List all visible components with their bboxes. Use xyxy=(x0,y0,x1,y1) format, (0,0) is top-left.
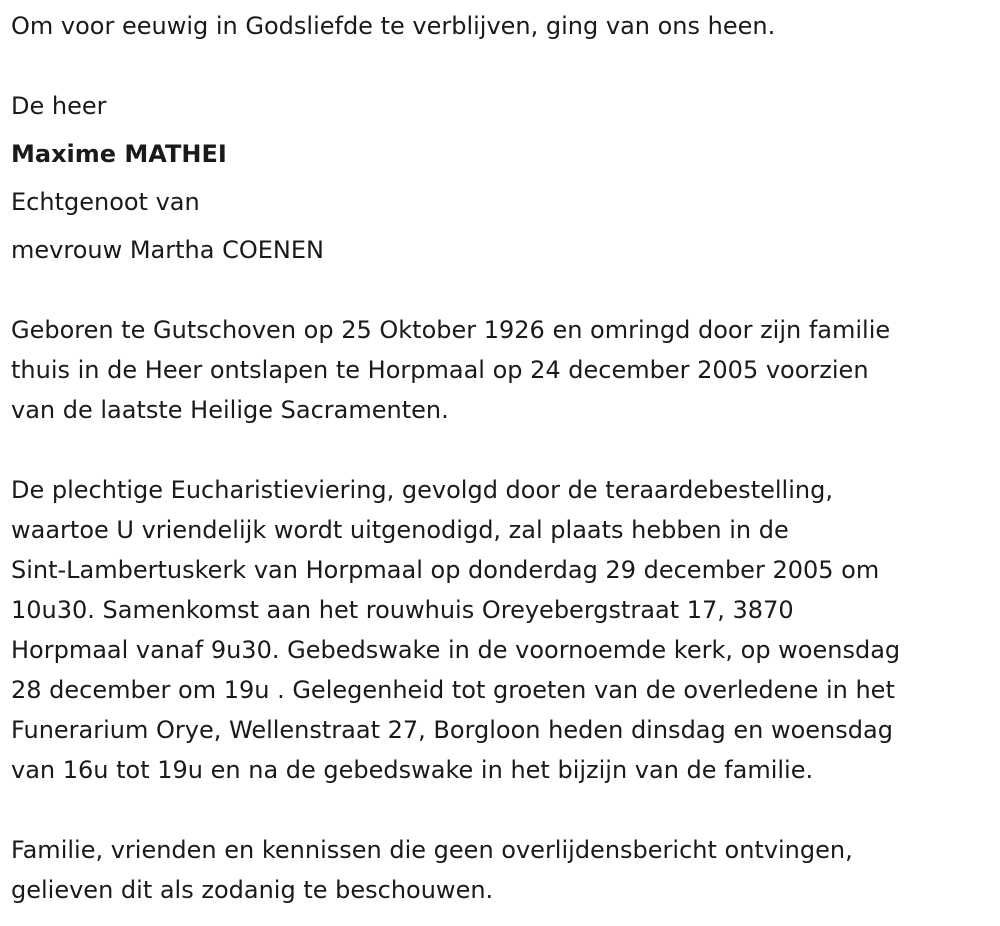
ceremony-line: 10u30. Samenkomst aan het rouwhuis Oreyebergstraat 17, 3870 xyxy=(11,596,794,624)
title-text: De heer xyxy=(11,92,107,120)
birth-death-line: van de laatste Heilige Sacramenten. xyxy=(11,396,449,424)
ceremony-line: Sint-Lambertuskerk van Horpmaal op donderdag 29 december 2005 om xyxy=(11,556,880,584)
ceremony-line: waartoe U vriendelijk wordt uitgenodigd, zal plaats hebben in de xyxy=(11,516,789,544)
relation-text: Echtgenoot van xyxy=(11,188,200,216)
deceased-name: Maxime MATHEI xyxy=(11,140,227,168)
ceremony-line: Horpmaal vanaf 9u30. Gebedswake in de voornoemde kerk, op woensdag xyxy=(11,636,901,664)
birth-death-line: Geboren te Gutschoven op 25 Oktober 1926 en omringd door zijn familie xyxy=(11,316,891,344)
spouse-name: mevrouw Martha COENEN xyxy=(11,236,324,264)
ceremony-line: 28 december om 19u . Gelegenheid tot groeten van de overledene in het xyxy=(11,676,895,704)
birth-death-line: thuis in de Heer ontslapen te Horpmaal op 24 december 2005 voorzien xyxy=(11,356,869,384)
ceremony-line: Funerarium Orye, Wellenstraat 27, Borgloon heden dinsdag en woensdag xyxy=(11,716,893,744)
ceremony-line: De plechtige Eucharistieviering, gevolgd door de teraardebestelling, xyxy=(11,476,833,504)
closing-line: Familie, vrienden en kennissen die geen overlijdensbericht ontvingen, xyxy=(11,836,853,864)
ceremony-line: van 16u tot 19u en na de gebedswake in het bijzijn van de familie. xyxy=(11,756,814,784)
intro-text: Om voor eeuwig in Godsliefde te verblijven, ging van ons heen. xyxy=(11,12,776,40)
closing-line: gelieven dit als zodanig te beschouwen. xyxy=(11,876,494,904)
